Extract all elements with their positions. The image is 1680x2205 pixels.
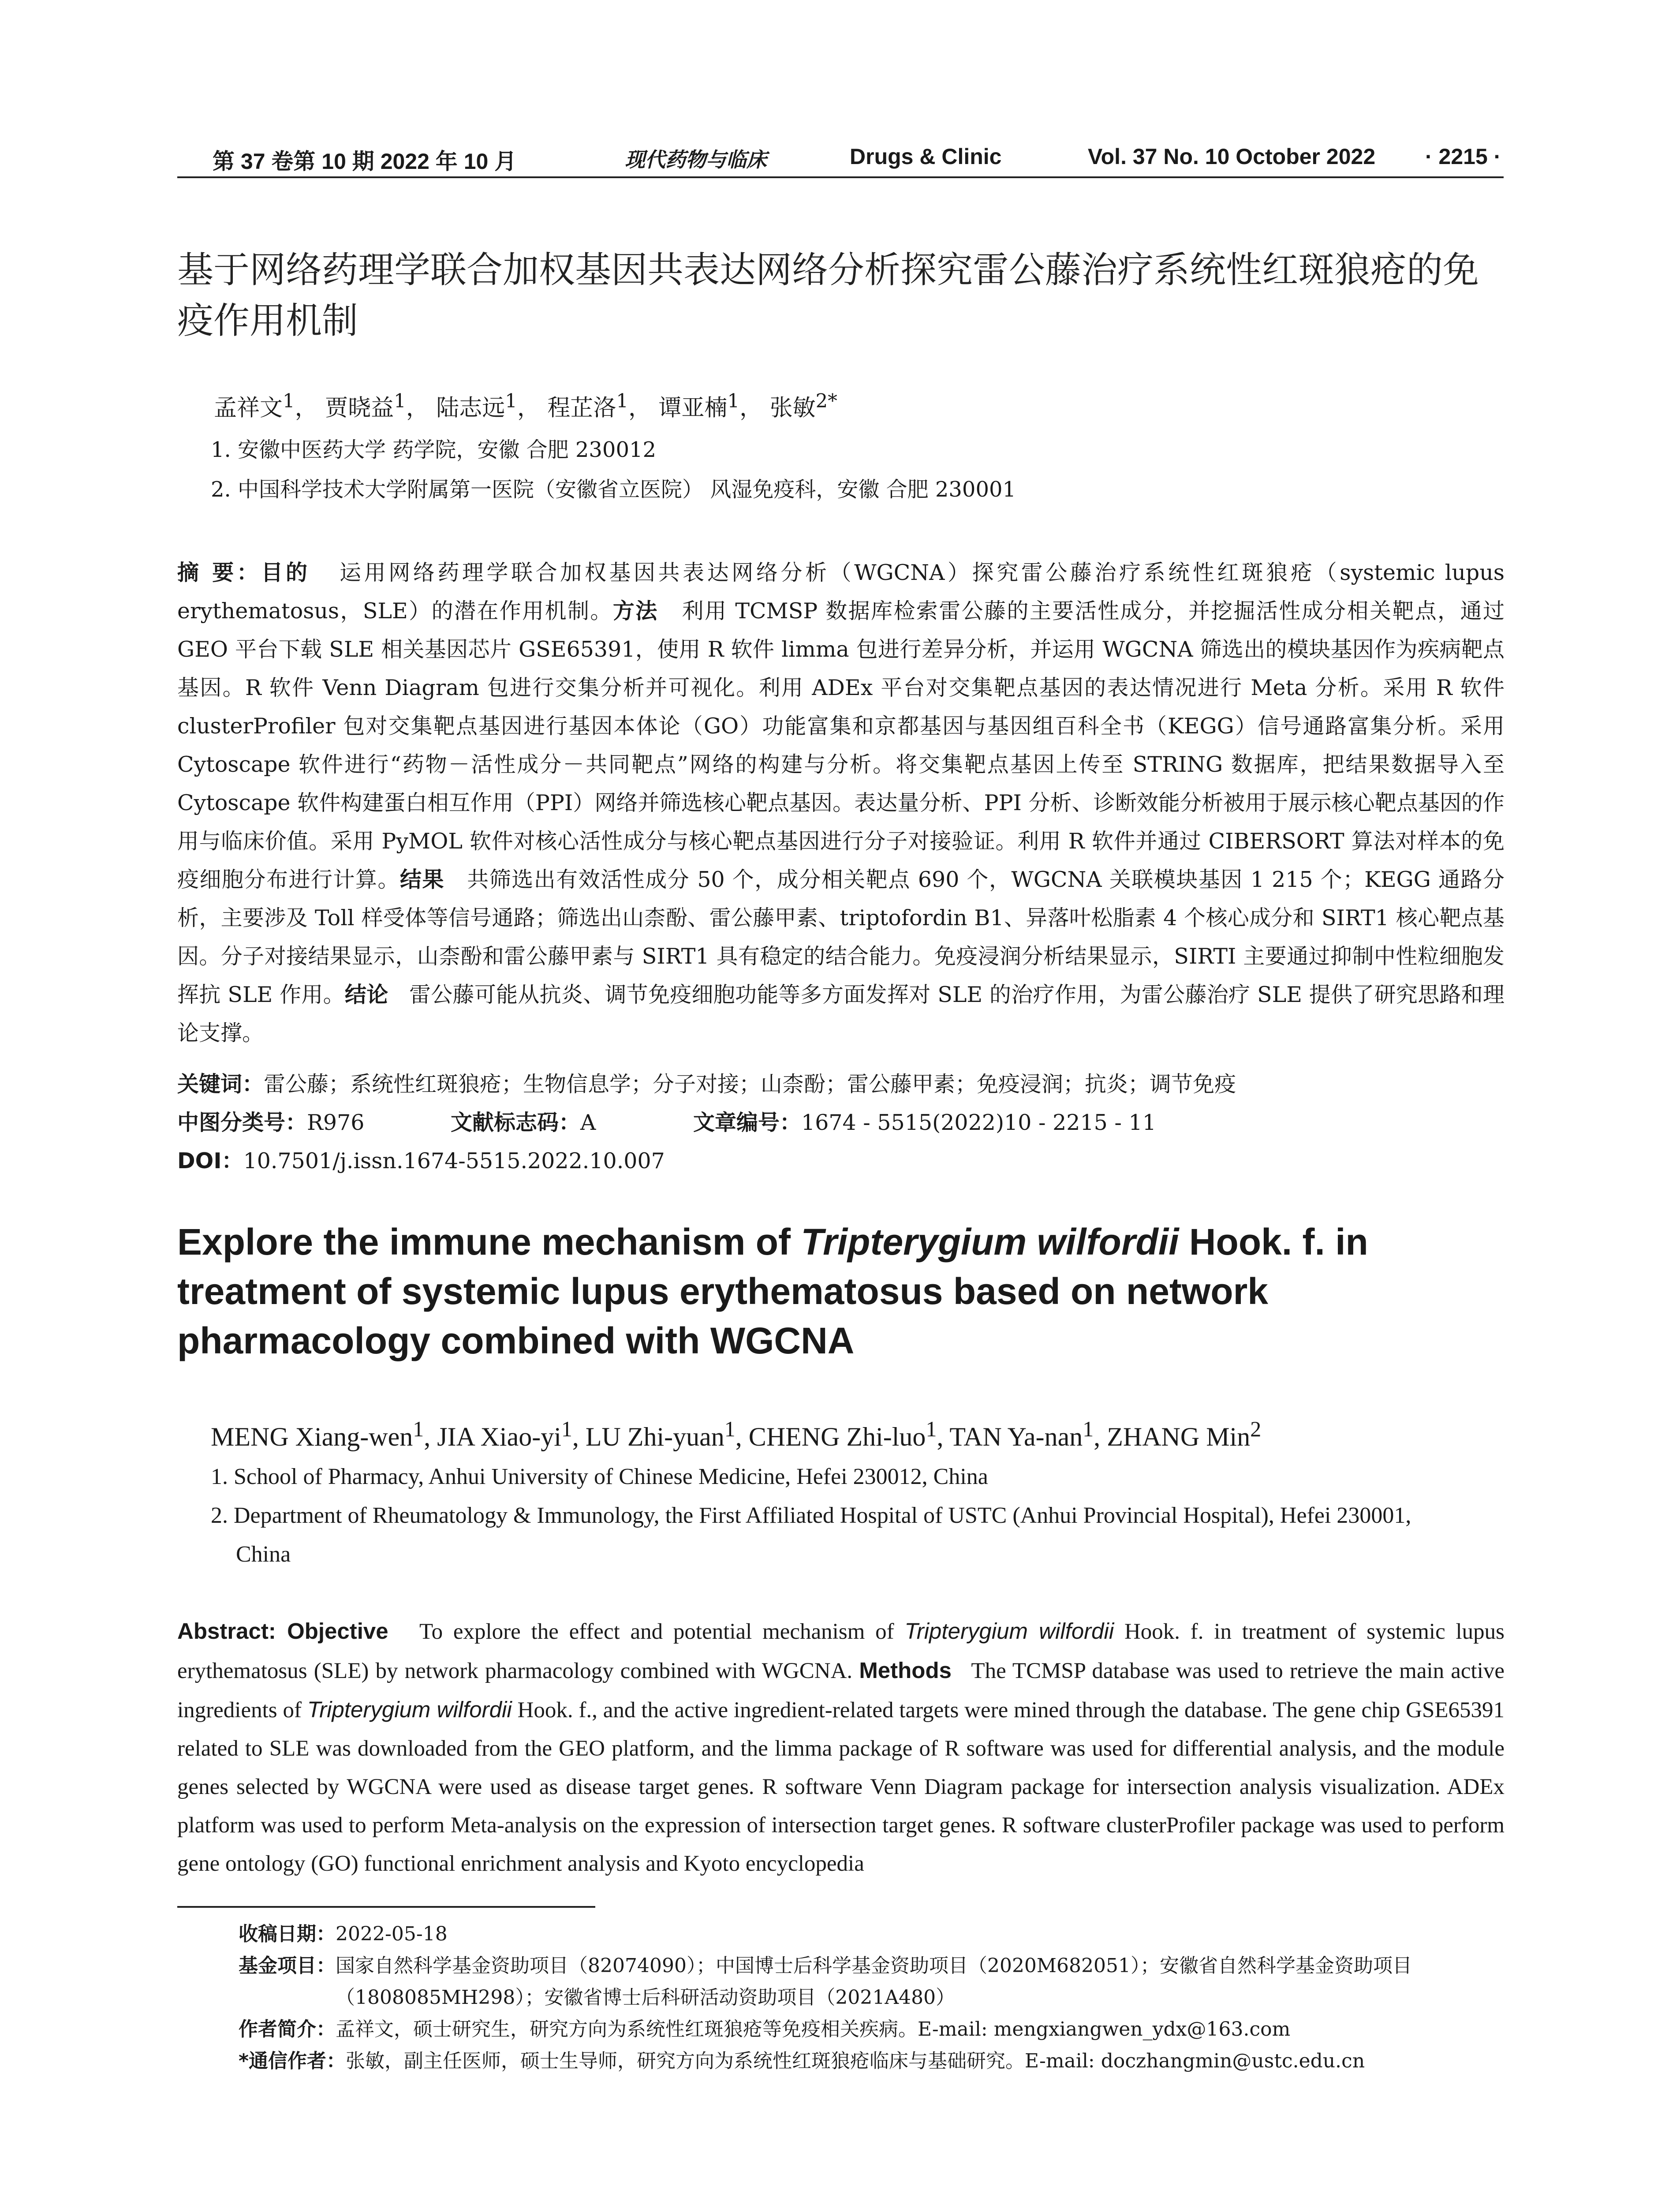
title-en [177,1217,1509,1365]
keywords-text: 雷公藤；系统性红斑狼疮；生物信息学；分子对接；山柰酚；雷公藤甲素；免疫浸润；抗炎；调节免疫 [264,1072,1236,1097]
affiliation-cn-2: 2. 中国科学技术大学附属第一医院（安徽省立医院） 风湿免疫科，安徽 合肥 230001 [211,477,1016,502]
affiliation-en-2-line1: 2. Department of Rheumatology & Immunology, the First Affiliated Hospital of USTC (Anhui Provincial Hospital), Hefei 230001, [211,1503,1411,1528]
author-en: TAN Ya-nan [949,1422,1083,1451]
keywords-cn [177,1065,1505,1103]
author-sup: 1 [561,1416,572,1441]
corresponding-author: 张敏，副主任医师，硕士生导师，研究方向为系统性红斑狼疮临床与基础研究。E-mail: doczhangmin@ustc.edu.cn [346,2050,1365,2072]
abstract-label-en: Abstract: [177,1618,287,1644]
footnote-received [239,1918,1500,1950]
results-text-cn: 共筛选出有效活性成分 50 个，成分相关靶点 690 个，WGCNA 关联模块基因 1 215 个；KEGG 通路分析，主要涉及 Toll 样受体等信号通路；筛选出山柰酚、雷公藤甲素、triptofordin B1、异落叶松脂素 4 个核心成分和 SIRT1 核心靶点基因。分子对接结果显示，山柰酚和雷公藤甲素与 SIRT1 具有稳定的结合能力。免疫浸润分析结果显示，SIRTI 主要通过抑制中性粒细胞发挥抗 SLE 作用。 [177,867,1505,1007]
doi-label: DOI： [177,1148,243,1174]
affiliation-en-2 [211,1496,1507,1574]
title-en-part1: Explore the immune mechanism of [177,1221,801,1263]
conclusion-text-cn: 雷公藤可能从抗炎、调节免疫细胞功能等多方面发挥对 SLE 的治疗作用，为雷公藤治疗 SLE 提供了研究思路和理论支撑。 [177,982,1505,1046]
page-number: · 2215 · [1425,144,1501,169]
article-no-value: 1674 - 5515(2022)10 - 2215 - 11 [801,1110,1156,1135]
author-en: JIA Xiao-yi [437,1422,561,1451]
author-sup: 1 [616,390,628,412]
abstract-en [177,1612,1505,1883]
author-cn: 孟祥文 [214,395,283,422]
author-cn: 程芷洛 [547,395,616,422]
funding-label: 基金项目： [239,1955,336,1977]
authors-cn: 孟祥文$^1$， 贾晓益$^1$， 陆志远$^1$， 程芷洛$^1$， 谭亚楠$^1$， 张敏$^{2*}$ [214,390,837,422]
abstract-label-cn: 摘 要： [177,560,261,585]
funding-line2: （1808085MH298）；安徽省博士后科研活动资助项目（2021A480） [336,1986,956,2009]
corresponding-label: *通信作者： [239,2050,346,2072]
footnote-corresponding [239,2045,1500,2077]
author-en: LU Zhi-yuan [585,1422,724,1451]
received-date: 2022-05-18 [336,1923,448,1945]
author-sup: 1 [724,1416,735,1441]
author-sup: 1 [1083,1416,1094,1441]
title-cn: 基于网络药理学联合加权基因共表达网络分析探究雷公藤治疗系统性红斑狼疮的免疫作用机制 [177,249,1479,342]
doc-code-label: 文献标志码： [451,1110,581,1135]
author-sup: 1 [727,390,740,412]
doc-code-value: A [580,1110,596,1135]
affiliation-en-2-line2: China [236,1542,291,1567]
methods-label-en: Methods [859,1658,952,1683]
footnote-author [239,2014,1500,2045]
footnote-funding [239,1950,1500,2014]
issue-info: 第 37 卷第 10 期 2022 年 10 月 [213,149,517,174]
author-sup: 1 [926,1416,937,1441]
clc-value: R976 [307,1110,365,1135]
author-bio-label: 作者简介： [239,2018,336,2041]
objective-text-en-b: Hook. f. in treatment of systemic lupus erythematosus (SLE) by network pharmacology combined with WGCNA. [177,1619,1505,1683]
author-sup: 2 [1250,1416,1262,1441]
affiliation-cn-1: 1. 安徽中医药大学 药学院，安徽 合肥 230012 [211,437,657,462]
methods-label-cn: 方法 [612,598,658,624]
conclusion-label-cn: 结论 [344,982,388,1007]
author-sup: 2* [815,390,837,412]
doi [177,1142,1505,1180]
funding-line1: 国家自然科学基金资助项目（82074090）；中国博士后科学基金资助项目（2020M682051）；安徽省自然科学基金资助项目 [336,1955,1412,1977]
methods-text-en-a: The TCMSP database was used to retrieve the main active ingredients of [177,1659,1505,1723]
article-no-label: 文章编号： [693,1110,802,1135]
keywords-label: 关键词： [177,1072,264,1097]
journal-name-en: Drugs & Clinic [850,144,1002,169]
species-name: Tripterygium wilfordii [307,1697,512,1722]
title-en-species: Tripterygium wilfordii [801,1221,1179,1263]
results-label-cn: 结果 [400,867,445,892]
authors-en: MENG Xiang-wen$^1$, JIA Xiao-$yi^1$, LU Zhi-yuan$^1$, CHENG Zhi-luo$^1$, TAN Ya-nan$^1$, ZHANG Min$^2$ [211,1416,1262,1451]
doi-link[interactable]: 10.7501/j.issn.1674-5515.2022.10.007 [243,1148,665,1174]
objective-text-cn: 运用网络药理学联合加权基因共表达网络分析（WGCNA）探究雷公藤治疗系统性红斑狼疮（systemic lupus erythematosus，SLE）的潜在作用机制。 [177,560,1505,624]
classification-cn [177,1103,1505,1142]
author-bio: 孟祥文，硕士研究生，研究方向为系统性红斑狼疮等免疫相关疾病。E-mail: mengxiangwen_ydx@163.com [336,2018,1291,2041]
volume-info-en: Vol. 37 No. 10 October 2022 [1088,144,1376,169]
methods-text-en-b: Hook. f., and the active ingredient-related targets were mined through the database. The gene chip GSE65391 related to SLE was downloaded from the GEO platform, and the limma package of R software was used for differential analysis, and the module genes selected by WGCNA were used as disease target genes. R software Venn Diagram package for intersection analysis visualization. ADEx platform was used to perform Meta-analysis on the expression of intersection target genes. R software clusterProfiler package was used to perform gene ontology (GO) functional enrichment analysis and Kyoto encyclopedia [177,1698,1505,1876]
journal-name-cn: 现代药物与临床 [625,148,767,172]
species-name: Tripterygium wilfordii [904,1618,1114,1644]
footnote-divider [177,1906,595,1908]
objective-label-en: Objective [287,1618,388,1644]
received-label: 收稿日期： [239,1923,336,1945]
clc-label: 中图分类号： [177,1110,307,1135]
author-sup: 1 [283,390,295,412]
objective-label-cn: 目的 [261,560,310,585]
running-header [177,140,1504,178]
abstract-cn [177,553,1505,1052]
author-en: ZHANG Min [1107,1422,1251,1451]
author-sup: 1 [505,390,517,412]
author-en: MENG Xiang-wen [211,1422,413,1451]
footnotes [239,1918,1500,2077]
author-cn: 谭亚楠 [658,395,728,422]
objective-text-en-a: To explore the effect and potential mechanism of [419,1619,905,1644]
author-sup: 1 [394,390,406,412]
author-cn: 贾晓益 [325,395,394,422]
title-en-part2: Hook. f. in treatment of systemic lupus erythematosus based on network pharmacology combined with WGCNA [177,1221,1368,1361]
methods-text-cn: 利用 TCMSP 数据库检索雷公藤的主要活性成分，并挖掘活性成分相关靶点，通过 GEO 平台下载 SLE 相关基因芯片 GSE65391，使用 R 软件 limma 包进行差异分析，并运用 WGCNA 筛选出的模块基因作为疾病靶点基因。R 软件 Venn Diagram 包进行交集分析并可视化。利用 ADEx 平台对交集靶点基因的表达情况进行 Meta 分析。采用 R 软件 clusterProfiler 包对交集靶点基因进行基因本体论（GO）功能富集和京都基因与基因组百科全书（KEGG）信号通路富集分析。采用 Cytoscape 软件进行“药物－活性成分－共同靶点”网络的构建与分析。将交集靶点基因上传至 STRING 数据库，把结果数据导入至 Cytoscape 软件构建蛋白相互作用（PPI）网络并筛选核心靶点基因。表达量分析、PPI 分析、诊断效能分析被用于展示核心靶点基因的作用与临床价值。采用 PyMOL 软件对核心活性成分与核心靶点基因进行分子对接验证。利用 R 软件并通过 CIBERSORT 算法对样本的免疫细胞分布进行计算。 [177,598,1505,892]
affiliation-en-1: 1. School of Pharmacy, Anhui University of Chinese Medicine, Hefei 230012, China [211,1464,988,1489]
author-en: CHENG Zhi-luo [748,1422,926,1451]
author-sup: 1 [413,1416,424,1441]
author-cn: 张敏 [769,395,816,422]
author-cn: 陆志远 [436,395,505,422]
